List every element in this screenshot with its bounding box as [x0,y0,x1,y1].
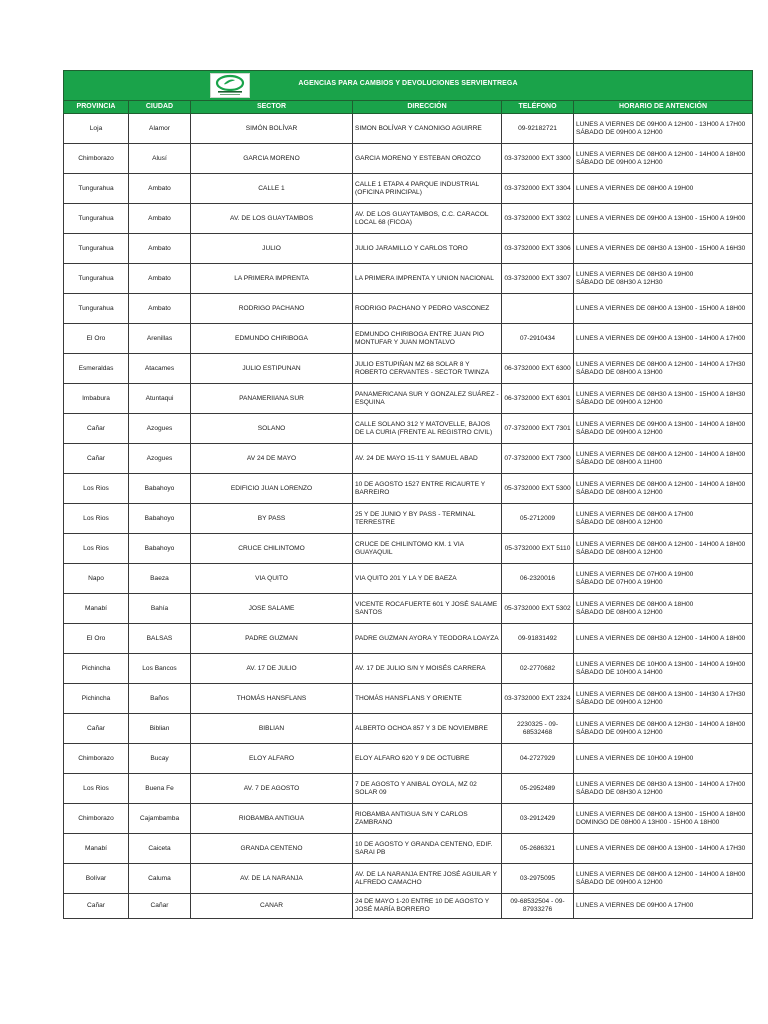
cell-direccion: 10 DE AGOSTO Y GRANDA CENTENO, EDIF. SARAI PB [353,834,502,864]
cell-ciudad: Ambato [129,174,191,204]
horario-line: LUNES A VIERNES DE 08H30 A 13H00 - 14H00 A 17H00 [576,780,746,788]
cell-sector: LA PRIMERA IMPRENTA [191,264,353,294]
cell-sector: GARCIA MORENO [191,144,353,174]
column-header-horario: HORARIO DE ANTENCIÓN [574,101,753,114]
cell-direccion: 10 DE AGOSTO 1527 ENTRE RICAURTE Y BARREIRO [353,474,502,504]
cell-ciudad: Atuntaqui [129,384,191,414]
cell-telefono [502,294,574,324]
table-row [64,444,753,474]
cell-horario [574,804,753,834]
table-row [64,144,753,174]
cell-provincia: El Oro [64,624,129,654]
horario-line: LUNES A VIERNES DE 08H00 A 19H00 [576,184,694,192]
horario-line: LUNES A VIERNES DE 08H30 A 12H00 - 14H00 A 18H00 [576,634,746,642]
horario-line: LUNES A VIERNES DE 08H00 A 12H00 - 14H00 A 18H00 [576,450,746,458]
cell-ciudad: Bahía [129,594,191,624]
table-row [64,414,753,444]
cell-telefono: 07-3732000 EXT 7301 [502,414,574,444]
title-cell [64,71,753,101]
horario-line: SÁBADO DE 08H00 A 11H00 [576,458,663,466]
horario-line: LUNES A VIERNES DE 10H00 A 19H00 [576,754,694,762]
cell-telefono: 03-3732000 EXT 3304 [502,174,574,204]
cell-provincia: Manabí [64,594,129,624]
cell-telefono: 05-2952489 [502,774,574,804]
agencies-table [63,70,753,919]
horario-line: SÁBADO DE 08H30 A 12H00 [576,788,663,796]
cell-direccion: RIOBAMBA ANTIGUA S/N Y CARLOS ZAMBRANO [353,804,502,834]
cell-provincia: Esmeraldas [64,354,129,384]
column-header-direccion: DIRECCIÓN [353,101,502,114]
cell-telefono: 09-92182721 [502,114,574,144]
cell-horario [574,474,753,504]
cell-ciudad: Caluma [129,864,191,894]
cell-direccion: LA PRIMERA IMPRENTA Y UNION NACIONAL [353,264,502,294]
horario-line: SÁBADO DE 09H00 A 12H00 [576,878,663,886]
cell-direccion: 25 Y DE JUNIO Y BY PASS - TERMINAL TERRESTRE [353,504,502,534]
horario-line: SÁBADO DE 08H00 A 12H00 [576,548,663,556]
cell-direccion: AV. DE LOS GUAYTAMBOS, C.C. CARACOL LOCAL 68 (FICOA) [353,204,502,234]
cell-sector: EDMUNDO CHIRIBOGA [191,324,353,354]
cell-telefono: 03-2975095 [502,864,574,894]
cell-provincia: Pichincha [64,684,129,714]
horario-line: SÁBADO DE 08H30 A 12H30 [576,278,663,286]
horario-line: LUNES A VIERNES DE 08H30 A 13H00 - 15H00 A 16H30 [576,244,746,252]
cell-provincia: Cañar [64,894,129,919]
cell-telefono: 05-3732000 EXT 5302 [502,594,574,624]
table-row [64,174,753,204]
cell-direccion: EDMUNDO CHIRIBOGA ENTRE JUAN PIO MONTUFAR Y JUAN MONTALVO [353,324,502,354]
horario-line: LUNES A VIERNES DE 08H00 A 12H00 - 14H00 A 18H00 [576,540,746,548]
cell-ciudad: Biblian [129,714,191,744]
horario-line: LUNES A VIERNES DE 08H00 A 13H00 - 14H30 A 17H30 [576,690,746,698]
cell-horario [574,564,753,594]
cell-ciudad: Baeza [129,564,191,594]
cell-sector: EDIFICIO JUAN LORENZO [191,474,353,504]
cell-horario [574,624,753,654]
table-row [64,804,753,834]
table-row [64,294,753,324]
cell-sector: ELOY ALFARO [191,744,353,774]
cell-ciudad: Baños [129,684,191,714]
cell-provincia: Chimborazo [64,744,129,774]
cell-sector: JOSE SALAME [191,594,353,624]
cell-ciudad: Bucay [129,744,191,774]
cell-sector: JULIO [191,234,353,264]
cell-sector: THOMÁS HANSFLANS [191,684,353,714]
cell-ciudad: Babahoyo [129,504,191,534]
cell-horario [574,114,753,144]
horario-line: LUNES A VIERNES DE 09H00 A 13H00 - 14H00 A 17H00 [576,334,746,342]
table-row [64,624,753,654]
cell-direccion: PANAMERICANA SUR Y GONZALEZ SUÁREZ - ESQUINA [353,384,502,414]
cell-telefono: 03-3732000 EXT 3307 [502,264,574,294]
table-row [64,354,753,384]
cell-telefono: 05-2712009 [502,504,574,534]
cell-provincia: Bolívar [64,864,129,894]
horario-line: LUNES A VIERNES DE 08H00 A 13H00 - 15H00 A 18H00 [576,304,746,312]
cell-provincia: Tungurahua [64,174,129,204]
cell-horario [574,534,753,564]
cell-telefono: 05-3732000 EXT 5300 [502,474,574,504]
cell-direccion: GARCIA MORENO Y ESTEBAN OROZCO [353,144,502,174]
horario-line: LUNES A VIERNES DE 09H00 A 17H00 [576,902,694,909]
horario-line: SÁBADO DE 08H00 A 12H00 [576,518,663,526]
table-row [64,654,753,684]
cell-direccion: CRUCE DE CHILINTOMO KM. 1 VIA GUAYAQUIL [353,534,502,564]
cell-horario [574,654,753,684]
horario-line: LUNES A VIERNES DE 07H00 A 19H00 [576,570,694,578]
cell-telefono: 04-2727929 [502,744,574,774]
cell-sector: CRUCE CHILINTOMO [191,534,353,564]
cell-provincia: Napo [64,564,129,594]
cell-direccion: 7 DE AGOSTO Y ANIBAL OYOLA, MZ 02 SOLAR 09 [353,774,502,804]
horario-line: LUNES A VIERNES DE 09H00 A 13H00 - 15H00 A 19H00 [576,214,746,222]
cell-direccion: ELOY ALFARO 620 Y 9 DE OCTUBRE [353,744,502,774]
cell-ciudad: Cañar [129,894,191,919]
cell-sector: SIMÓN BOLÍVAR [191,114,353,144]
cell-ciudad: Arenillas [129,324,191,354]
horario-line: SÁBADO DE 10H00 A 14H00 [576,668,663,676]
cell-ciudad: Azogues [129,444,191,474]
horario-line: SÁBADO DE 08H00 A 13H00 [576,368,663,376]
cell-horario [574,204,753,234]
cell-ciudad: Alamor [129,114,191,144]
cell-ciudad: Atacames [129,354,191,384]
cell-ciudad: Ambato [129,294,191,324]
cell-provincia: Chimborazo [64,144,129,174]
column-header-row [64,101,753,114]
cell-provincia: Loja [64,114,129,144]
cell-telefono: 03-3732000 EXT 3306 [502,234,574,264]
table-row [64,324,753,354]
horario-line: SÁBADO DE 08H00 A 12H00 [576,608,663,616]
cell-provincia: Chimborazo [64,804,129,834]
cell-direccion: AV. 24 DE MAYO 15-11 Y SAMUEL ABAD [353,444,502,474]
cell-direccion: JULIO JARAMILLO Y CARLOS TORO [353,234,502,264]
cell-ciudad: Alusí [129,144,191,174]
horario-line: LUNES A VIERNES DE 09H00 A 13H00 - 14H00 A 18H00 [576,420,746,428]
cell-direccion: AV. 17 DE JULIO S/N Y MOISÉS CARRERA [353,654,502,684]
cell-horario [574,264,753,294]
horario-line: LUNES A VIERNES DE 08H00 A 12H00 - 14H00 A 17H30 [576,360,746,368]
agencies-sheet [63,70,746,919]
cell-direccion: CALLE SOLANO 312 Y MATOVELLE, BAJOS DE LA CURIA (FRENTE AL REGISTRO CIVIL) [353,414,502,444]
cell-horario [574,864,753,894]
cell-telefono: 02-2770682 [502,654,574,684]
cell-direccion: AV. DE LA NARANJA ENTRE JOSÉ AGUILAR Y ALFREDO CAMACHO [353,864,502,894]
cell-horario [574,354,753,384]
cell-ciudad: Cajambamba [129,804,191,834]
cell-sector: AV. DE LA NARANJA [191,864,353,894]
horario-line: SÁBADO DE 09H00 A 12H00 [576,698,663,706]
cell-sector: CALLE 1 [191,174,353,204]
cell-ciudad: Babahoyo [129,474,191,504]
cell-provincia: Tungurahua [64,294,129,324]
cell-telefono: 05-2686321 [502,834,574,864]
cell-horario [574,594,753,624]
cell-horario [574,774,753,804]
column-header-telefono: TELÉFONO [502,101,574,114]
cell-telefono: 09-91831492 [502,624,574,654]
cell-horario [574,714,753,744]
column-header-provincia: PROVINCIA [64,101,129,114]
cell-sector: BY PASS [191,504,353,534]
page-title: AGENCIAS PARA CAMBIOS Y DEVOLUCIONES SERVIENTREGA [298,80,518,87]
cell-horario [574,894,753,919]
horario-line: LUNES A VIERNES DE 08H00 A 13H00 - 14H00 A 17H30 [576,844,746,852]
title-row [64,71,753,101]
table-row [64,264,753,294]
horario-line: LUNES A VIERNES DE 08H00 A 18H00 [576,600,694,608]
horario-line: LUNES A VIERNES DE 08H30 A 13H00 - 15H00 A 18H30 [576,390,746,398]
cell-telefono: 2230325 - 09-68532468 [502,714,574,744]
cell-telefono: 03-3732000 EXT 3300 [502,144,574,174]
cell-telefono: 07-3732000 EXT 7300 [502,444,574,474]
table-row [64,534,753,564]
cell-direccion: 24 DE MAYO 1-20 ENTRE 10 DE AGOSTO Y JOSÉ MARÍA BORRERO [353,894,502,919]
cell-sector: AV. 7 DE AGOSTO [191,774,353,804]
cell-horario [574,384,753,414]
cell-sector: AV. 17 DE JULIO [191,654,353,684]
table-row [64,834,753,864]
table-row [64,474,753,504]
column-header-sector: SECTOR [191,101,353,114]
cell-sector: AV. DE LOS GUAYTAMBOS [191,204,353,234]
cell-ciudad: Ambato [129,234,191,264]
table-row [64,744,753,774]
cell-sector: CANAR [191,894,353,919]
cell-provincia: Tungurahua [64,234,129,264]
horario-line: LUNES A VIERNES DE 08H00 A 13H00 - 15H00 A 18H00 [576,810,746,818]
cell-direccion: RODRIGO PACHANO Y PEDRO VASCONEZ [353,294,502,324]
cell-sector: PADRE GUZMAN [191,624,353,654]
cell-provincia: Los Rios [64,474,129,504]
cell-provincia: Manabí [64,834,129,864]
cell-horario [574,444,753,474]
table-row [64,384,753,414]
horario-line: LUNES A VIERNES DE 08H00 A 12H00 - 14H00 A 18H00 [576,150,746,158]
cell-sector: JULIO ESTIPUNAN [191,354,353,384]
horario-line: SÁBADO DE 08H00 A 12H00 [576,488,663,496]
cell-telefono: 03-3732000 EXT 3302 [502,204,574,234]
cell-ciudad: Azogues [129,414,191,444]
cell-telefono: 09-68532504 - 09-87933276 [502,894,574,919]
cell-telefono: 05-3732000 EXT 5110 [502,534,574,564]
cell-provincia: Cañar [64,414,129,444]
table-row [64,774,753,804]
horario-line: LUNES A VIERNES DE 08H00 A 12H30 - 14H00 A 18H00 [576,720,746,728]
cell-provincia: Los Rios [64,504,129,534]
table-body [64,114,753,919]
table-row [64,894,753,919]
table-row [64,594,753,624]
cell-direccion: ALBERTO OCHOA 857 Y 3 DE NOVIEMBRE [353,714,502,744]
cell-horario [574,324,753,354]
cell-provincia: Cañar [64,444,129,474]
horario-line: DOMINGO DE 08H00 A 13H00 - 15H00 A 18H00 [576,818,720,826]
horario-line: SÁBADO DE 09H00 A 12H00 [576,398,663,406]
cell-horario [574,744,753,774]
horario-line: SÁBADO DE 09H00 A 12H00 [576,428,663,436]
cell-sector: GRANDA CENTENO [191,834,353,864]
cell-direccion: PADRE GUZMAN AYORA Y TEODORA LOAYZA [353,624,502,654]
cell-horario [574,144,753,174]
cell-horario [574,294,753,324]
cell-horario [574,174,753,204]
horario-line: LUNES A VIERNES DE 08H30 A 19H00 [576,270,694,278]
cell-provincia: Imbabura [64,384,129,414]
horario-line: LUNES A VIERNES DE 08H00 A 12H00 - 14H00 A 18H00 [576,480,746,488]
cell-ciudad: Ambato [129,204,191,234]
cell-ciudad: BALSAS [129,624,191,654]
table-row [64,234,753,264]
cell-sector: SOLANO [191,414,353,444]
cell-ciudad: Buena Fe [129,774,191,804]
cell-ciudad: Caiceta [129,834,191,864]
cell-telefono: 03-3732000 EXT 2324 [502,684,574,714]
cell-direccion: VIA QUITO 201 Y LA Y DE BAEZA [353,564,502,594]
cell-telefono: 06-2320016 [502,564,574,594]
cell-direccion: VICENTE ROCAFUERTE 601 Y JOSÉ SALAME SANTOS [353,594,502,624]
column-header-ciudad: CIUDAD [129,101,191,114]
table-row [64,684,753,714]
cell-horario [574,414,753,444]
horario-line: SÁBADO DE 09H00 A 12H00 [576,158,663,166]
cell-ciudad: Ambato [129,264,191,294]
cell-sector: RIOBAMBA ANTIGUA [191,804,353,834]
cell-horario [574,234,753,264]
cell-provincia: Los Rios [64,534,129,564]
cell-telefono: 06-3732000 EXT 6301 [502,384,574,414]
table-row [64,714,753,744]
cell-ciudad: Los Bancos [129,654,191,684]
cell-direccion: THOMÁS HANSFLANS Y ORIENTE [353,684,502,714]
table-row [64,864,753,894]
horario-line: LUNES A VIERNES DE 08H00 A 17H00 [576,510,694,518]
cell-direccion: SIMON BOLÍVAR Y CANONIGO AGUIRRE [353,114,502,144]
cell-horario [574,504,753,534]
cell-provincia: Pichincha [64,654,129,684]
cell-sector: AV 24 DE MAYO [191,444,353,474]
cell-horario [574,834,753,864]
table-row [64,504,753,534]
cell-provincia: Tungurahua [64,264,129,294]
cell-sector: PANAMERIIANA SUR [191,384,353,414]
cell-telefono: 07-2910434 [502,324,574,354]
cell-sector: VIA QUITO [191,564,353,594]
horario-line: LUNES A VIERNES DE 08H00 A 12H00 - 14H00 A 18H00 [576,870,746,878]
cell-provincia: El Oro [64,324,129,354]
cell-telefono: 06-3732000 EXT 6300 [502,354,574,384]
cell-provincia: Tungurahua [64,204,129,234]
horario-line: SÁBADO DE 07H00 A 19H00 [576,578,663,586]
cell-ciudad: Babahoyo [129,534,191,564]
horario-line: SÁBADO DE 09H00 A 12H00 [576,128,663,136]
horario-line: LUNES A VIERNES DE 10H00 A 13H00 - 14H00 A 19H00 [576,660,746,668]
cell-direccion: JULIO ESTUPIÑAN MZ 68 SOLAR 8 Y ROBERTO CERVANTES - SECTOR TWINZA [353,354,502,384]
cell-provincia: Cañar [64,714,129,744]
cell-horario [574,684,753,714]
horario-line: LUNES A VIERNES DE 09H00 A 12H00 - 13H00 A 17H00 [576,120,746,128]
table-row [64,114,753,144]
cell-sector: RODRIGO PACHANO [191,294,353,324]
cell-direccion: CALLE 1 ETAPA 4 PARQUE INDUSTRIAL (OFICINA PRINCIPAL) [353,174,502,204]
table-row [64,564,753,594]
cell-sector: BIBLIAN [191,714,353,744]
cell-telefono: 03-2912429 [502,804,574,834]
horario-line: SÁBADO DE 09H00 A 12H00 [576,728,663,736]
table-row [64,204,753,234]
cell-provincia: Los Rios [64,774,129,804]
